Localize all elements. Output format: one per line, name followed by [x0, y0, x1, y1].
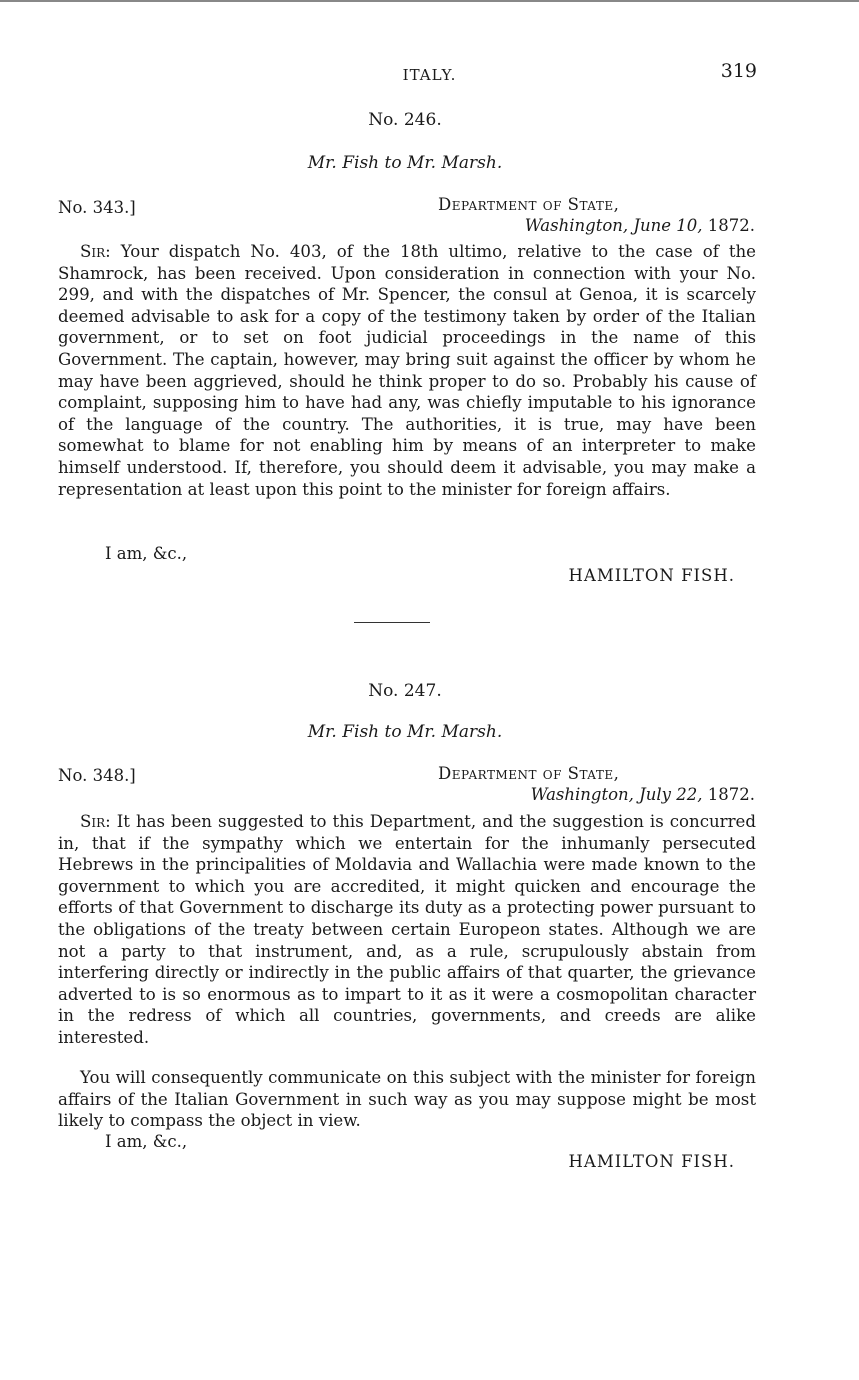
letter-number: No. 247.: [368, 681, 442, 701]
section-divider: [354, 622, 430, 623]
closing: I am, &c.,: [105, 1132, 188, 1151]
closing: I am, &c.,: [105, 544, 188, 563]
paragraph: You will consequently communicate on this subject with the minister for foreign affairs of the Italian Government in such way as you may suppose might be most likely to compass the object in view.: [58, 1068, 756, 1131]
reference-number: No. 348.]: [58, 766, 136, 785]
salutation: Sir: [80, 242, 106, 261]
signature: HAMILTON FISH.: [568, 1152, 735, 1171]
letter-heading: Mr. Fish to Mr. Marsh.: [307, 722, 503, 742]
dateline: [531, 785, 755, 804]
letter-body-continued: [58, 1067, 756, 1132]
page-number: 319: [720, 60, 757, 82]
paragraph: : It has been suggested to this Department, and the suggestion is concurred in, that if the sympathy which we entertain for the inhumanly persecuted Hebrews in the principalities of Moldavia and Wallachia were made known to the government to which you are accredited, it might quicken and encourage the efforts of that Government to discharge its duty as a protecting power pursuant to the obligations of the treaty between certain Europeon states. Although we are not a party to that instrument, and, as a rule, scrupulously abstain from interfering directly or indirectly in the public affairs of that quarter, the grievance adverted to is so enormous as to impart to it as it were a cosmopolitan character in the redress of which all countries, governments, and creeds are alike interested.: [58, 812, 756, 1047]
reference-number: No. 343.]: [58, 198, 136, 217]
department-line: Department of State,: [438, 764, 620, 783]
top-rule: [0, 0, 859, 2]
running-title: ITALY.: [402, 66, 457, 84]
dateline: [525, 216, 755, 235]
letter-heading: Mr. Fish to Mr. Marsh.: [307, 153, 503, 173]
salutation: Sir: [80, 812, 106, 831]
year: 1872.: [707, 216, 755, 235]
place-date: Washington, June 10,: [524, 216, 708, 235]
paragraph: : Your dispatch No. 403, of the 18th ultimo, relative to the case of the Shamrock, has been received. Upon consideration in connection with your No. 299, and with the dispatches of Mr. Spencer, the consul at Genoa, it is scarcely deemed advisable to ask for a copy of the testimony taken by order of the Italian government, or to set on foot judicial proceedings in the name of this Government. The captain, however, may bring suit against the officer by whom he may have been aggrieved, should he think proper to do so. Probably his cause of complaint, supposing him to have had any, was chiefly imputable to his ignorance of the language of the country. The authorities, it is true, may have been somewhat to blame for not enabling him by means of an interpreter to make himself understood. If, therefore, you should deem it advisable, you may make a representation at least upon this point to the minister for foreign affairs.: [58, 242, 756, 499]
letter-body: [58, 811, 756, 1049]
letter-body: [58, 241, 756, 500]
place-date: Washington, July 22,: [530, 785, 708, 804]
year: 1872.: [707, 785, 755, 804]
department-line: Department of State,: [438, 195, 620, 214]
letter-number: No. 246.: [368, 110, 442, 130]
signature: HAMILTON FISH.: [568, 566, 735, 585]
